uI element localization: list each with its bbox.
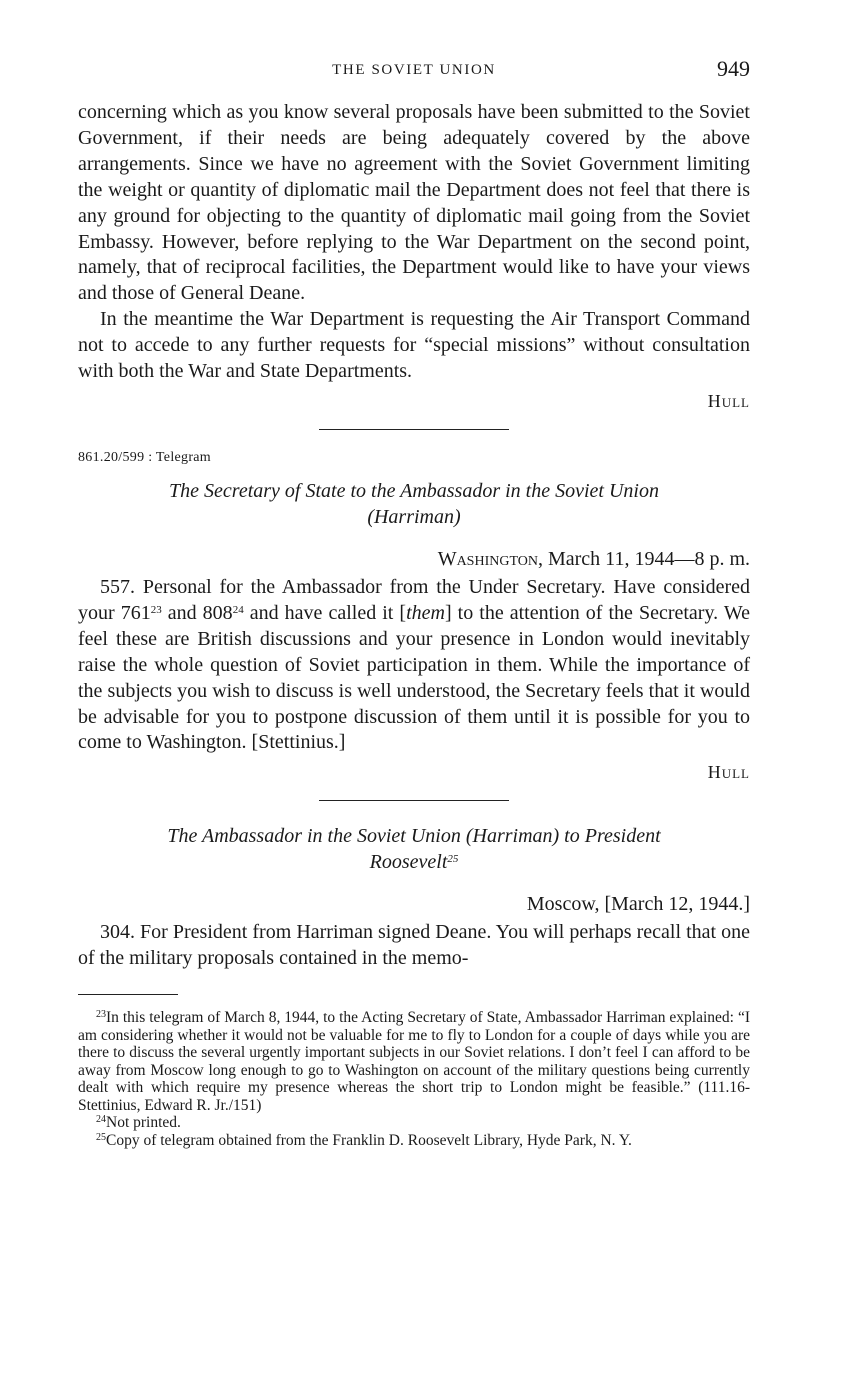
footnote-number: 23 <box>96 1009 106 1021</box>
body-part-1: 557. Personal for the Ambassador from the Under Secretary. Have considered your 761 <box>78 575 750 624</box>
footnote-ref-23[interactable]: 23 <box>150 603 162 616</box>
section-divider-2 <box>319 800 509 801</box>
footnote-23 <box>78 1009 750 1114</box>
footnote-text: In this telegram of March 8, 1944, to the Acting Secretary of State, Ambassador Harriman explained: “I am considering whether it would not be valuable for me to fly to London for a couple of days while you are there to discuss the several urgently important subjects in our Soviet relations. I don’t feel I can afford to be away from Moscow long enough to go to Washington on account of the military questions being currently dealt with which require my presence whereas the short trip to London might be feasible.” (111.16-Stettinius, Edward R. Jr./151) <box>78 1009 750 1114</box>
body-part-3: and have called it [ <box>243 601 407 624</box>
signature-hull-1: Hull <box>707 390 750 411</box>
footnote-number: 25 <box>96 1131 106 1143</box>
footnotes <box>78 1009 750 1149</box>
page-header <box>78 56 750 86</box>
document-title-2-line-1: The Ambassador in the Soviet Union (Harriman) to President <box>167 825 661 848</box>
footnote-text: Not printed. <box>106 1114 181 1132</box>
telegram-body <box>78 575 750 756</box>
body-part-2: and 808 <box>161 601 233 624</box>
page <box>78 56 750 1149</box>
document-telegram-557 <box>78 450 750 784</box>
dateline-date: , March 11, 1944—8 p. m. <box>537 547 750 570</box>
dateline-place: Washington <box>437 547 538 570</box>
document-title-line-2: (Harriman) <box>367 505 461 528</box>
document-304-body: 304. For President from Harriman signed Deane. You will perhaps recall that one of the military proposals contained in the memo- <box>78 921 750 970</box>
dateline <box>78 546 750 572</box>
title-roosevelt: Roosevelt <box>369 851 448 874</box>
page-number: 949 <box>717 56 750 81</box>
footnote-ref-25[interactable]: 25 <box>447 853 459 866</box>
document-304 <box>78 823 750 972</box>
document-title-2 <box>78 823 750 875</box>
running-head: THE SOVIET UNION <box>332 62 496 78</box>
footnote-number: 24 <box>96 1114 106 1126</box>
footnote-divider <box>78 994 178 995</box>
document-title-line-1: The Secretary of State to the Ambassador in the Soviet Union <box>169 479 659 502</box>
section-divider-1 <box>319 429 509 430</box>
document-title-2-line-2 <box>98 849 730 875</box>
signature-hull-2: Hull <box>707 762 750 783</box>
body-emphasis: them <box>406 601 445 624</box>
dateline-moscow: Moscow, [March 12, 1944.] <box>526 893 750 916</box>
body-part-4: ] to the attention of the Secretary. We feel these are British discussions and your presence in London would inevitably raise the whole question of Soviet participation in them. While the importance of the subjects you wish to discuss is well understood, the Secretary feels that it would be advisable for you to postpone discussion of them until it is possible for you to come to Washington. [Stettinius.] <box>78 601 750 754</box>
footnote-text: Copy of telegram obtained from the Franklin D. Roosevelt Library, Hyde Park, N. Y. <box>106 1131 632 1149</box>
footnote-25 <box>78 1132 750 1150</box>
section-continuation <box>78 100 750 413</box>
paragraph-2: In the meantime the War Department is requesting the Air Transport Command not to accede to any further requests for “special missions” without consultation with both the War and State Departments. <box>78 308 750 383</box>
document-title <box>78 478 750 530</box>
file-number: 861.20/599 : Telegram <box>78 449 211 465</box>
footnote-ref-24[interactable]: 24 <box>232 603 244 616</box>
footnote-24 <box>78 1114 750 1132</box>
paragraph-1: concerning which as you know several proposals have been submitted to the Soviet Government, if their needs are being adequately covered by the above arrangements. Since we have no agreement with the Soviet Government limiting the weight or quantity of diplomatic mail the Department does not feel that there is any ground for objecting to the quantity of diplomatic mail going from the Soviet Embassy. However, before replying to the War Department on the second point, namely, that of reciprocal facilities, the Department would like to have your views and those of General Deane. <box>78 101 750 305</box>
